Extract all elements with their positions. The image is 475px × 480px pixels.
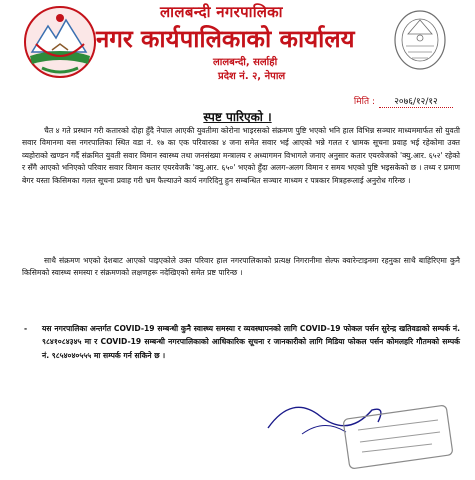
bullet-dash: - — [24, 324, 28, 333]
covid-contact-notice — [24, 322, 460, 362]
document-title: स्पष्ट पारिएको । — [203, 110, 272, 124]
letterhead — [0, 0, 475, 86]
paragraph-1: चैत ४ गते प्रस्थान गरी कतारको दोहा हुँदै नेपाल आएकी युवतीमा कोरोना भाइरसको संक्रमण पुष्टि भएको भनि हाल विभिन्न सञ्चार माध्यममार्फत सो युवती सवार विमानमा यस नगरपालिका स्थित वडा नं. १७ का एक परिवारका ४ जना समेत सवार भई आएको भन्ने गलत र भ्रामक सूचना प्रवाह भई रहेकोमा उक्त व्यहोराको खण्डन गर्दै संक्रमित युवती सवार विमान स्वास्थ्य तथा जनसंख्या मन्त्रालय र अध्यागमन विभागले जनाए अनुसार कतार एयरवेजको 'क्यु.आर. ६५२' रहेको र सँगै आएको भनिएको परिवार सवार विमान कतार एयरवेजकै 'क्यु.आर. ६५०' भएको हुँदा अलग-अलग विमान र समय भएको पुष्टि भइसकेको छ । तथ्य र प्रमाण बेगर यस्ता किसिमका गलत सूचना प्रवाह गरी भ्रम फैल्याउने कार्य नगरिदिनु हुन सम्बन्धित सञ्चार माध्यम र पत्रकार मित्रहरूलाई अनुरोध गरिन्छ । — [22, 126, 460, 185]
nepal-emblem-icon — [22, 4, 98, 80]
address-line-1: लालबन्दी, सर्लाही — [213, 57, 278, 68]
date-value: २०७६/१२/१२ — [379, 94, 453, 108]
signature-and-stamp — [262, 388, 462, 478]
office-title: नगर कार्यपालिकाको कार्यालय — [96, 25, 355, 53]
date-row — [354, 94, 453, 108]
municipality-name: लालबन्दी नगरपालिका — [160, 3, 283, 21]
paragraph-2: साथै संक्रमण भएको देशबाट आएको पाइएकोले उक्त परिवार हाल नगरपालिकाको प्रत्यक्ष निगरानीमा सेल्फ क्वारेन्टाइनमा रहनुका साथै बाहिरिएमा कुनै किसिमको स्वास्थ्य समस्या र संक्रमणको लक्षणहरू नदेखिएको समेत प्रष्ट पारिन्छ । — [22, 256, 460, 278]
date-label: मिति : — [353, 97, 375, 107]
address-line-2: प्रदेश नं. २, नेपाल — [218, 71, 286, 82]
notice-text: यस नगरपालिका अन्तर्गत COVID-19 सम्बन्धी कुनै स्वास्थ्य समस्या र व्यवस्थापनको लागि COVID-19 फोकल पर्सन सुरेन्द्र खतिवडाको सम्पर्क नं. ९८४१०८४३४५ मा र COVID-19 सम्बन्धी नगरपालिकाको आधिकारिक सूचना र जानकारीको लागि मिडिया फोकल पर्सन कोमलहरि गौतमको सम्पर्क नं. ९८५४०४०५५५ मा सम्पर्क गर्न सकिने छ । — [42, 324, 460, 360]
office-seal-icon — [392, 8, 448, 72]
